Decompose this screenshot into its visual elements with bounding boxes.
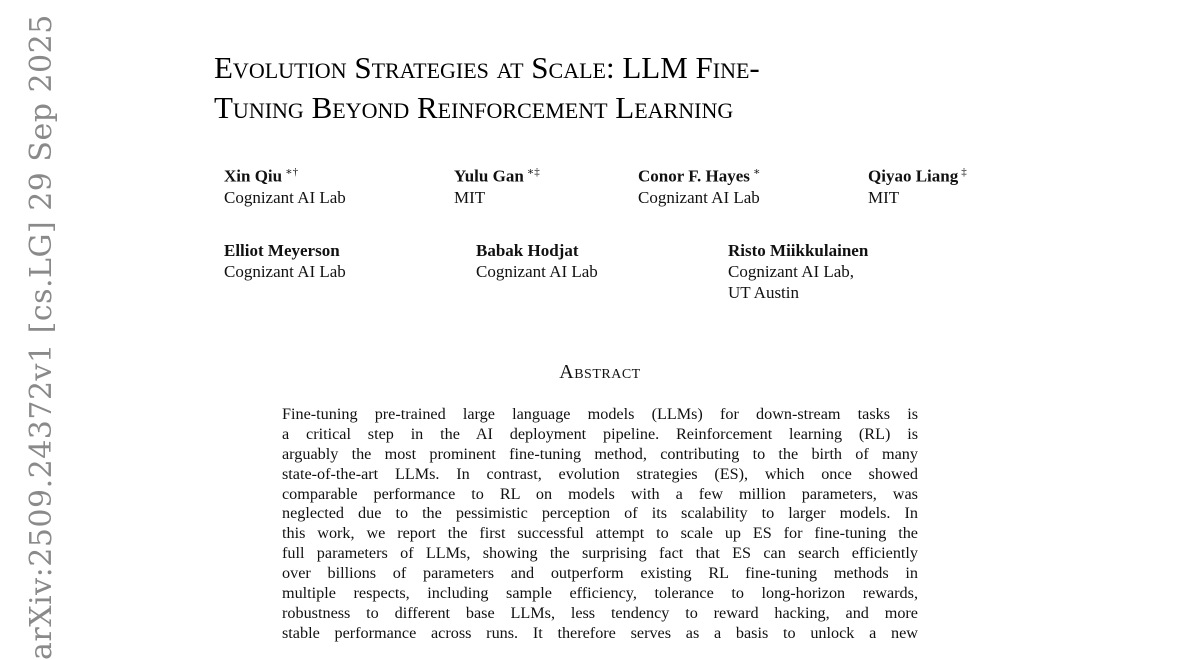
author-name: Conor F. Hayes ∗ [638,166,761,186]
author-block [638,162,760,208]
author-footnote-marks: ‡ [961,166,967,178]
abstract-line: stable performance across runs. It therefore serves as a basis to unlock a new [282,623,918,642]
author-name: Risto Miikkulainen [728,241,869,260]
author-affiliation: Cognizant AI Lab, [728,262,855,281]
author-affiliation: Cognizant AI Lab [638,187,760,207]
paper-title-line-1: Evolution Strategies at Scale: LLM Fine- [214,50,760,85]
abstract-line: full parameters of LLMs, showing the surprising fact that ES can search efficiently [282,544,918,563]
abstract-line: Fine-tuning pre-trained large language models (LLMs) for down-stream tasks is [282,405,918,423]
abstract-line: neglected due to the pessimistic perception of its scalability to larger models. In [282,504,918,523]
author-block [728,240,868,303]
abstract-heading: Abstract [559,361,641,383]
author-footnote-marks: ∗‡ [526,166,540,178]
author-affiliation: MIT [868,187,900,207]
author-name: Xin Qiu ∗† [224,166,299,186]
author-footnote-marks: ∗† [285,166,299,178]
author-block [868,162,967,208]
abstract-line: a critical step in the AI deployment pipeline. Reinforcement learning (RL) is [282,424,918,443]
abstract-line: multiple respects, including sample efficiency, tolerance to long-horizon rewards, [282,584,918,603]
abstract-line: arguably the most prominent fine-tuning method, contributing to the birth of many [282,444,918,463]
abstract-body [282,405,918,644]
author-name: Babak Hodjat [476,241,579,260]
author-affiliation: Cognizant AI Lab [224,187,346,207]
author-affiliation-secondary: UT Austin [728,283,800,302]
author-block [224,162,346,208]
abstract-line: over billions of parameters and outperform existing RL fine-tuning methods in [282,564,918,583]
abstract-line: state-of-the-art LLMs. In contrast, evolution strategies (ES), which once showed [282,464,918,483]
author-name: Elliot Meyerson [224,241,340,260]
arxiv-identifier-stamp: arXiv:2509.24372v1 [cs.LG] 29 Sep 2025 [24,14,59,660]
author-name: Yulu Gan ∗‡ [454,166,540,186]
abstract-line: this work, we report the first successful attempt to scale up ES for fine-tuning the [282,524,918,543]
abstract-line: robustness to different base LLMs, less tendency to reward hacking, and more [282,603,918,622]
paper-title [214,48,1014,128]
author-affiliation: Cognizant AI Lab [224,262,346,281]
author-affiliation: MIT [454,187,486,207]
author-affiliation: Cognizant AI Lab [476,262,598,281]
paper-title-line-2: Tuning Beyond Reinforcement Learning [214,90,734,125]
abstract-line: comparable performance to RL on models with a few million parameters, was [282,484,918,503]
author-block [224,240,346,282]
author-block [454,162,540,208]
author-name: Qiyao Liang ‡ [868,166,967,186]
author-footnote-marks: ∗ [752,166,761,178]
author-block [476,240,598,282]
